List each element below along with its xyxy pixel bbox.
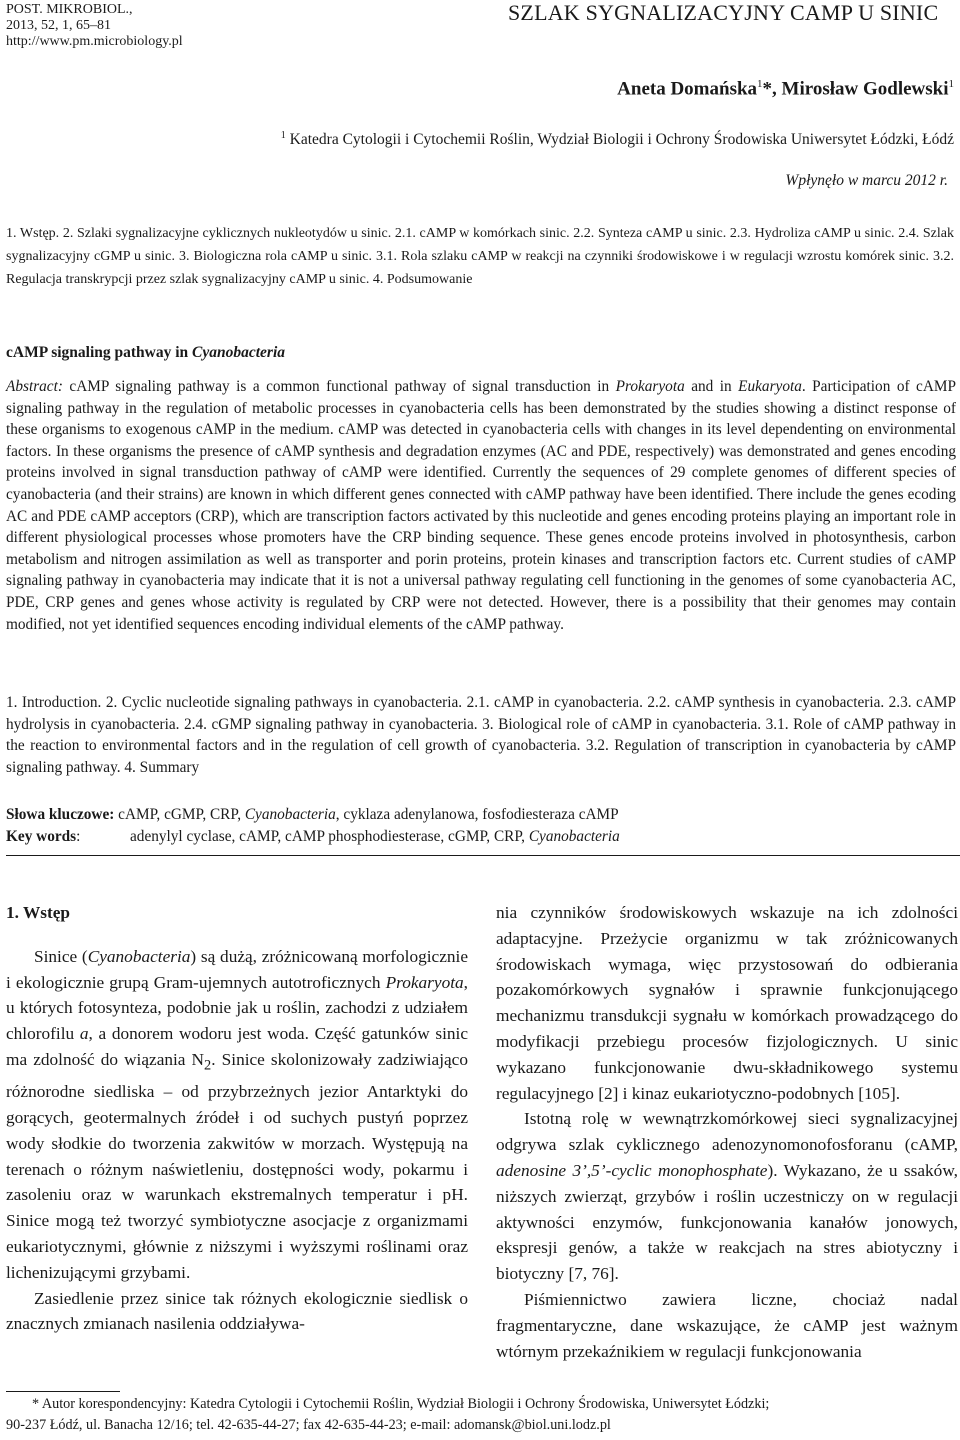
text-italic: Cyanobacteria: [87, 946, 191, 966]
text-run: Istotną rolę w wewnątrzkomórkowej sieci sygnalizacyjnej odgrywa szlak cyklicznego adenozynomonofosforanu (cAMP,: [496, 1109, 958, 1155]
section-heading: 1. Wstęp: [6, 903, 71, 922]
journal-name: POST. MIKROBIOL.,: [6, 2, 133, 17]
affiliation-mark: 1: [948, 78, 954, 90]
affiliation-text: Katedra Cytologii i Cytochemii Roślin, Wydział Biologii i Ochrony Środowiska Uniwersytet Łódzki, Łódź: [285, 131, 954, 149]
author-name: Aneta Domańska: [617, 78, 758, 100]
body-paragraph: [6, 944, 468, 1286]
journal-volume: 2013, 52, 1, 65–81: [6, 18, 111, 33]
keywords-pl-italic: Cyanobacteria: [244, 806, 336, 823]
journal-url[interactable]: http://www.pm.microbiology.pl: [6, 34, 183, 49]
english-title-italic: Cyanobacteria: [192, 344, 286, 361]
keywords-pl-label: Słowa kluczowe:: [6, 806, 115, 823]
article-title: SZLAK SYGNALIZACYJNY CAMP U SINIC: [508, 0, 939, 25]
footnote-line: * Autor korespondencyjny: Katedra Cytologii i Cytochemii Roślin, Wydział Biologii i Ochrony Środowiska, Uniwersytet Łódzki;: [32, 1396, 770, 1412]
abstract-italic: Eukaryota: [738, 378, 802, 395]
footnote: [6, 1394, 956, 1436]
author-name: Mirosław Godlewski: [781, 78, 949, 100]
text-run: . Sinice skolonizowały zadziwiająco różnorodne siedliska – od przybrzeżnych jezior Antarktyki do gorących, geotermalnych źródeł i od suchych pustyń poprzez wody słodkie do tworzenia zakwitów w morzach. Występują na terenach o różnym naświetleniu, dostępności wody, pokarmu i zasoleniu oraz w warunkach ekstremalnych temperatur i pH. Sinice mogą też tworzyć symbiotyczne asocjacje z organizmami eukariotycznymi, głównie z niższymi i wyższymi roślinami oraz lichenizującymi grzybami.: [6, 1049, 468, 1282]
keywords-pl-value: , cyklaza adenylanowa, fosfodiesteraza cAMP: [335, 806, 619, 823]
body-paragraph: [496, 1106, 958, 1287]
keywords-en-value: adenylyl cyclase, cAMP, cAMP phosphodiesterase, cGMP, CRP,: [130, 828, 529, 845]
affiliation-mark: 1: [757, 78, 763, 90]
affiliation-number: 1: [280, 130, 286, 141]
received-date: Wpłynęło w marcu 2012 r.: [785, 172, 948, 189]
header-divider: [6, 855, 960, 856]
abstract-label: Abstract:: [6, 378, 63, 395]
author-separator: ,: [772, 78, 782, 100]
body-column-right: [496, 900, 958, 1364]
keywords-pl-value: cAMP, cGMP, CRP,: [114, 806, 245, 823]
abstract-italic: Prokaryota: [615, 378, 685, 395]
abstract-text: cAMP signaling pathway is a common functional pathway of signal transduction in: [62, 378, 616, 395]
text-italic: a: [79, 1024, 89, 1044]
keywords-en-label: Key words: [6, 828, 77, 845]
abstract: [6, 376, 956, 635]
corresponding-mark: *: [762, 78, 773, 100]
keywords-en-colon: :: [76, 828, 81, 845]
abstract-text: . Participation of cAMP signaling pathway in the regulation of metabolic processes in cyanobacteria cells has been demonstrated by the studies showing a distinct response of these organisms to exogenous cAMP in the medium. cAMP was detected in cyanobacteria cells with changes in its level dependenting on environmental factors. In these organisms the presence of cAMP synthesis and degradation enzymes (AC and PDE, respectively) was demonstrated and genes encoding proteins involved in signal transduction pathway of cAMP were identified. Currently the sequences of 29 complete genomes of different species of cyanobacteria (and their strains) are known in which different genes connected with cAMP pathway have been identified. There include the genes ecoding AC and PDE cAMP acceptors (CRP), which are transcription factors activated by this nucleotide and genes encoding proteins playing an important role in different physiological processes whose promoters have the CRP binding sequence. These genes encode proteins involved in photosynthesis, carbon metabolism and nitrogen assimilation as well as transporter and porin proteins, protein kinases and transcription factors etc. Current studies of cAMP signaling pathway in cyanobacteria may indicate that it is not a universal pathway regulating cell functioning in the genomes of some cyanobacteria AC, PDE, CRP genes and genes whose activity is regulated by CRP were not detected. However, there is a possibility that their genomes may contain modified, not yet identified sequences encoding individual elements of the cAMP pathway.: [6, 378, 956, 633]
body-paragraph: Piśmiennictwo zawiera liczne, chociaż nadal fragmentaryczne, dane wskazujące, że cAMP jest ważnym wtórnym przekaźnikiem w regulacji funkcjonowania: [496, 1289, 958, 1361]
body-paragraph: Zasiedlenie przez sinice tak różnych ekologicznie siedlisk o znacznych zmianach nasilenia oddziaływa-: [6, 1288, 468, 1334]
text-italic: adenosine 3’,5’-cyclic monophosphate: [496, 1160, 768, 1180]
text-run: ) są dużą, zróżnicowaną morfologicznie i ekologicznie grupą Gram-ujemnych autotroficznych: [6, 946, 468, 992]
journal-citation: [6, 2, 183, 50]
subscript: 2: [204, 1057, 212, 1074]
abstract-text: and in: [684, 378, 739, 395]
text-run: , u których fotosynteza, podobnie jak u roślin, zachodzi z udziałem chlorofilu: [6, 972, 468, 1044]
text-italic: Prokaryota: [385, 972, 464, 992]
keywords-en-value-wrap: [130, 827, 620, 847]
author-list: [617, 78, 954, 100]
affiliation: [281, 130, 954, 149]
footnote-line: 90-237 Łódź, ul. Banacha 12/16; tel. 42-635-44-27; fax 42-635-44-23; e-mail: adomansk@biol.uni.lodz.pl: [6, 1417, 611, 1433]
body-paragraph: nia czynników środowiskowych wskazuje na ich zdolności adaptacyjne. Przeżycie organizmu w tak zróżnicowanych środowiskach wymaga, więc przystosowań do odbierania pozakomórkowych sygnałów i sprawnie funkcjonującego mechanizmu transdukcji sygnału w komórkach prowadzącego do modyfikacji przebiegu procesów fizjologicznych. U sinic wykazano funkcjonowanie dwu-składnikowego systemu regulacyjnego [2] i kinaz eukariotyczno-podobnych [105].: [496, 903, 958, 1103]
keywords-en: [6, 827, 620, 847]
keywords-pl: [6, 805, 619, 825]
keywords-en-italic: Cyanobacteria: [528, 828, 620, 845]
english-title-text: cAMP signaling pathway in: [6, 344, 193, 361]
text-run: Sinice (: [34, 946, 88, 966]
body-column-left: [6, 900, 468, 1337]
table-of-contents-en: 1. Introduction. 2. Cyclic nucleotide signaling pathways in cyanobacteria. 2.1. cAMP in cyanobacteria. 2.2. cAMP synthesis in cyanobacteria. 2.3. cAMP hydrolysis in cyanobacteria. 2.4. cGMP signaling pathway in cyanobacteria. 3. Biological role of cAMP in cyanobacteria. 3.1. Role of cAMP pathway in the reaction to environmental factors and in the regulation of cell growth of cyanobacteria. 3.2. Regulation of transcription in cyanobacteria by cAMP signaling pathway. 4. Summary: [6, 694, 956, 776]
footnote-divider: [6, 1391, 120, 1392]
text-run: , a donorem wodoru jest woda. Część gatunków sinic ma zdolność do wiązania N: [6, 1024, 469, 1069]
text-run: ). Wykazano, że u ssaków, niższych zwierząt, grzybów i roślin uczestniczy on w regulacji aktywności enzymów, funkcjonowania kanałów jonowych, ekspresji genów, a także w reakcjach na stres abiotyczny i biotyczny [7, 76].: [496, 1160, 958, 1284]
table-of-contents-pl: 1. Wstęp. 2. Szlaki sygnalizacyjne cyklicznych nukleotydów u sinic. 2.1. cAMP w komórkach sinic. 2.2. Synteza cAMP u sinic. 2.3. Hydroliza cAMP u sinic. 2.4. Szlak sygnalizacyjny cGMP u sinic. 3. Biologiczna rola cAMP u sinic. 3.1. Rola szlaku cAMP w reakcji na czynniki środowiskowe i w regulacji wzrostu komórek sinic. 3.2. Regulacja transkrypcji przez szlak sygnalizacyjny cAMP u sinic. 4. Podsumowanie: [6, 226, 954, 288]
english-title: [6, 344, 285, 362]
